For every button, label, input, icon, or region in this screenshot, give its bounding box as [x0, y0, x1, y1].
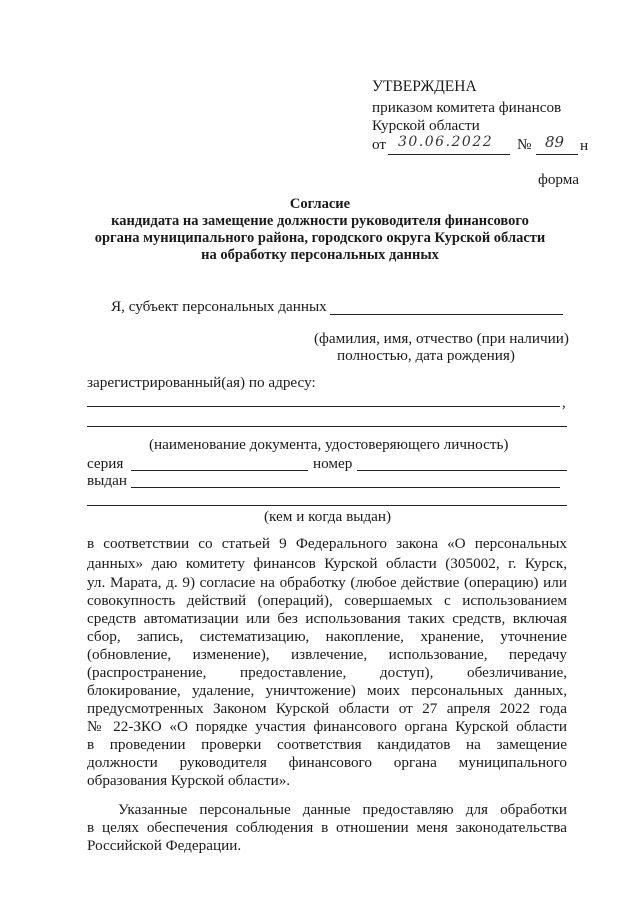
body-line-9: блокирование, удаление, уничтожение) моих персональных данных, [87, 682, 567, 699]
body-line-3: ул. Марата, д. 9) согласие на обработку (любое действие (операцию) или [87, 574, 567, 591]
document-hint: (наименование документа, удостоверяющего личность) [149, 436, 509, 453]
series-label: серия [87, 455, 124, 472]
issued-label: выдан [87, 472, 127, 489]
issued-fill-line-2[interactable] [87, 505, 567, 506]
para2-line-3: Российской Федерации. [87, 837, 242, 854]
approval-number-line [536, 154, 578, 155]
approval-date-line [388, 154, 510, 155]
approval-heading: УТВЕРЖДЕНА [372, 78, 477, 95]
approval-date-handwritten: 30.06.2022 [398, 134, 494, 150]
approval-from-prefix: от [372, 136, 387, 153]
number-fill-line[interactable] [357, 470, 567, 471]
body-line-13: должности руководителя финансового органа муниципального [87, 754, 567, 771]
address-comma: , [562, 394, 566, 411]
address-fill-line-1[interactable] [87, 406, 560, 407]
number-label: номер [313, 455, 353, 472]
approval-number-handwritten: 89 [545, 133, 565, 151]
subject-hint-2: полностью, дата рождения) [337, 347, 515, 364]
issued-fill-line-1[interactable] [131, 487, 560, 488]
approval-number-prefix: № [517, 136, 532, 153]
series-fill-line[interactable] [131, 470, 308, 471]
approval-line-1: приказом комитета финансов [372, 99, 562, 116]
form-label: форма [538, 171, 580, 188]
body-line-14: образования Курской области». [87, 772, 291, 789]
subject-label: Я, субъект персональных данных [111, 298, 327, 315]
body-line-4: совокупность действий (операций), совершаемых с использованием [87, 592, 567, 609]
title-line-4: на обработку персональных данных [201, 247, 439, 263]
para2-line-2: в целях обеспечения соблюдения в отношении меня законодательства [87, 819, 567, 836]
approval-number-suffix: н [580, 137, 589, 154]
subject-hint-1: (фамилия, имя, отчество (при наличии) [314, 330, 569, 347]
body-line-6: сбор, запись, систематизацию, накопление, хранение, уточнение [87, 628, 567, 645]
body-line-7: (обновление, изменение), извлечение, использование, передачу [87, 646, 567, 663]
title-line-2: кандидата на замещение должности руководителя финансового [111, 213, 529, 229]
body-line-10: предусмотренных Законом Курской области от 27 апреля 2022 года [87, 700, 567, 717]
body-line-1: в соответствии со статьей 9 Федерального закона «О персональных [87, 535, 567, 552]
title-line-1: Согласие [289, 196, 351, 212]
body-line-12: в проведении проверки соответствия кандидатов на замещение [87, 736, 567, 753]
body-line-5: средств автоматизации или без использования таких средств, включая [87, 610, 567, 627]
address-fill-line-2[interactable] [87, 426, 567, 427]
title-line-3: органа муниципального района, городского округа Курской области [94, 230, 546, 246]
para2-line-1: Указанные персональные данные предоставляю для обработки [118, 801, 567, 818]
body-line-2: данных» даю комитету финансов Курской области (305002, г. Курск, [87, 555, 567, 572]
issued-hint: (кем и когда выдан) [264, 508, 392, 525]
body-line-8: (распространение, предоставление, доступ), обезличивание, [87, 664, 567, 681]
approval-line-2: Курской области [372, 117, 480, 134]
subject-fill-line[interactable] [330, 314, 563, 315]
body-line-11: № 22-ЗКО «О порядке участия финансового органа Курской области [87, 718, 567, 735]
address-label: зарегистрированный(ая) по адресу: [87, 374, 316, 391]
